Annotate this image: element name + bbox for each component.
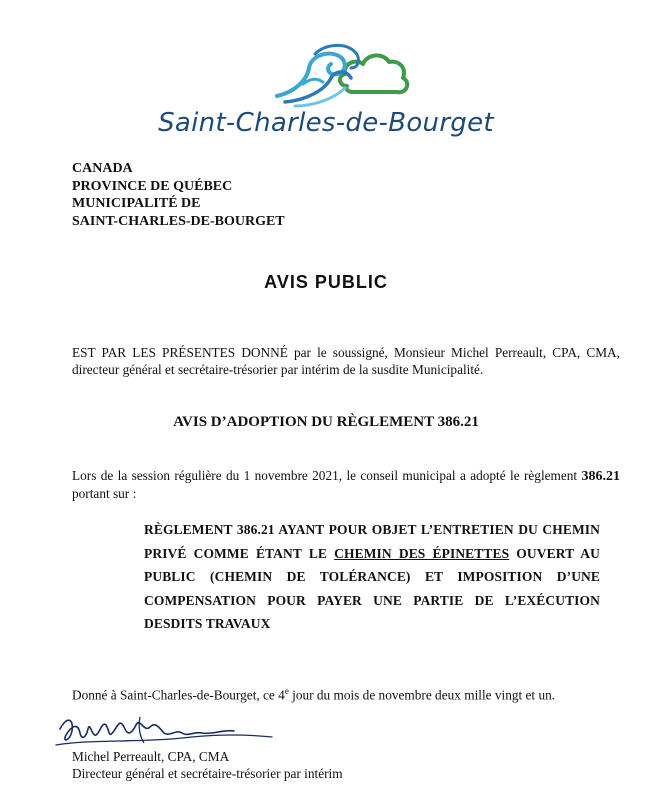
- road-name: CHEMIN DES ÉPINETTES: [334, 545, 510, 561]
- adoption-subtitle: AVIS D’ADOPTION DU RÈGLEMENT 386.21: [173, 414, 479, 430]
- given-after: jour du mois de novembre deux mille vingt et un.: [288, 687, 556, 703]
- intro-lead: EST PAR LES PRÉSENTES DONNÉ: [72, 345, 288, 360]
- signatory-title: Directeur général et secrétaire-trésorier par intérim: [72, 766, 343, 781]
- header-line: SAINT-CHARLES-DE-BOURGET: [72, 213, 285, 229]
- notice-title: AVIS PUBLIC: [264, 272, 388, 292]
- session-tail: portant sur :: [72, 486, 137, 501]
- header-line: PROVINCE DE QUÉBEC: [72, 178, 233, 194]
- given-superscript: e: [284, 686, 289, 696]
- intro-rest: par le soussigné, Monsieur Michel Perreault, CPA, CMA, directeur général et secrétaire-trésorier par intérim de la susdite Municipalité.: [72, 345, 620, 377]
- regulation-description: [144, 518, 600, 636]
- given-at-line: [72, 686, 555, 703]
- header-line: CANADA: [72, 161, 133, 176]
- intro-paragraph: [72, 345, 620, 378]
- signatory-name: Michel Perreault, CPA, CMA: [72, 749, 230, 764]
- wave-cloud-logo-icon: [255, 34, 415, 114]
- jurisdiction-header: [72, 160, 285, 230]
- regulation-part1: RÈGLEMENT 386.21 AYANT POUR OBJET L’ENTRETIEN DU CHEMIN PRIVÉ COMME ÉTANT LE: [144, 522, 600, 561]
- regulation-part2: OUVERT AU PUBLIC (CHEMIN DE TOLÉRANCE) ET IMPOSITION D’UNE COMPENSATION POUR PAYER UNE PARTIE DE L’EXÉCUTION DESDITS TRAVAUX: [144, 545, 601, 631]
- session-paragraph: [72, 467, 620, 502]
- municipality-brand-name: Saint-Charles-de-Bourget: [158, 108, 494, 138]
- given-before: Donné à Saint-Charles-de-Bourget, ce 4: [72, 687, 285, 703]
- regulation-number: 386.21: [581, 469, 620, 484]
- header-line: MUNICIPALITÉ DE: [72, 196, 201, 211]
- session-text: Lors de la session régulière du 1 novembre 2021, le conseil municipal a adopté le règlement: [72, 468, 582, 483]
- signatory-block: [72, 748, 343, 782]
